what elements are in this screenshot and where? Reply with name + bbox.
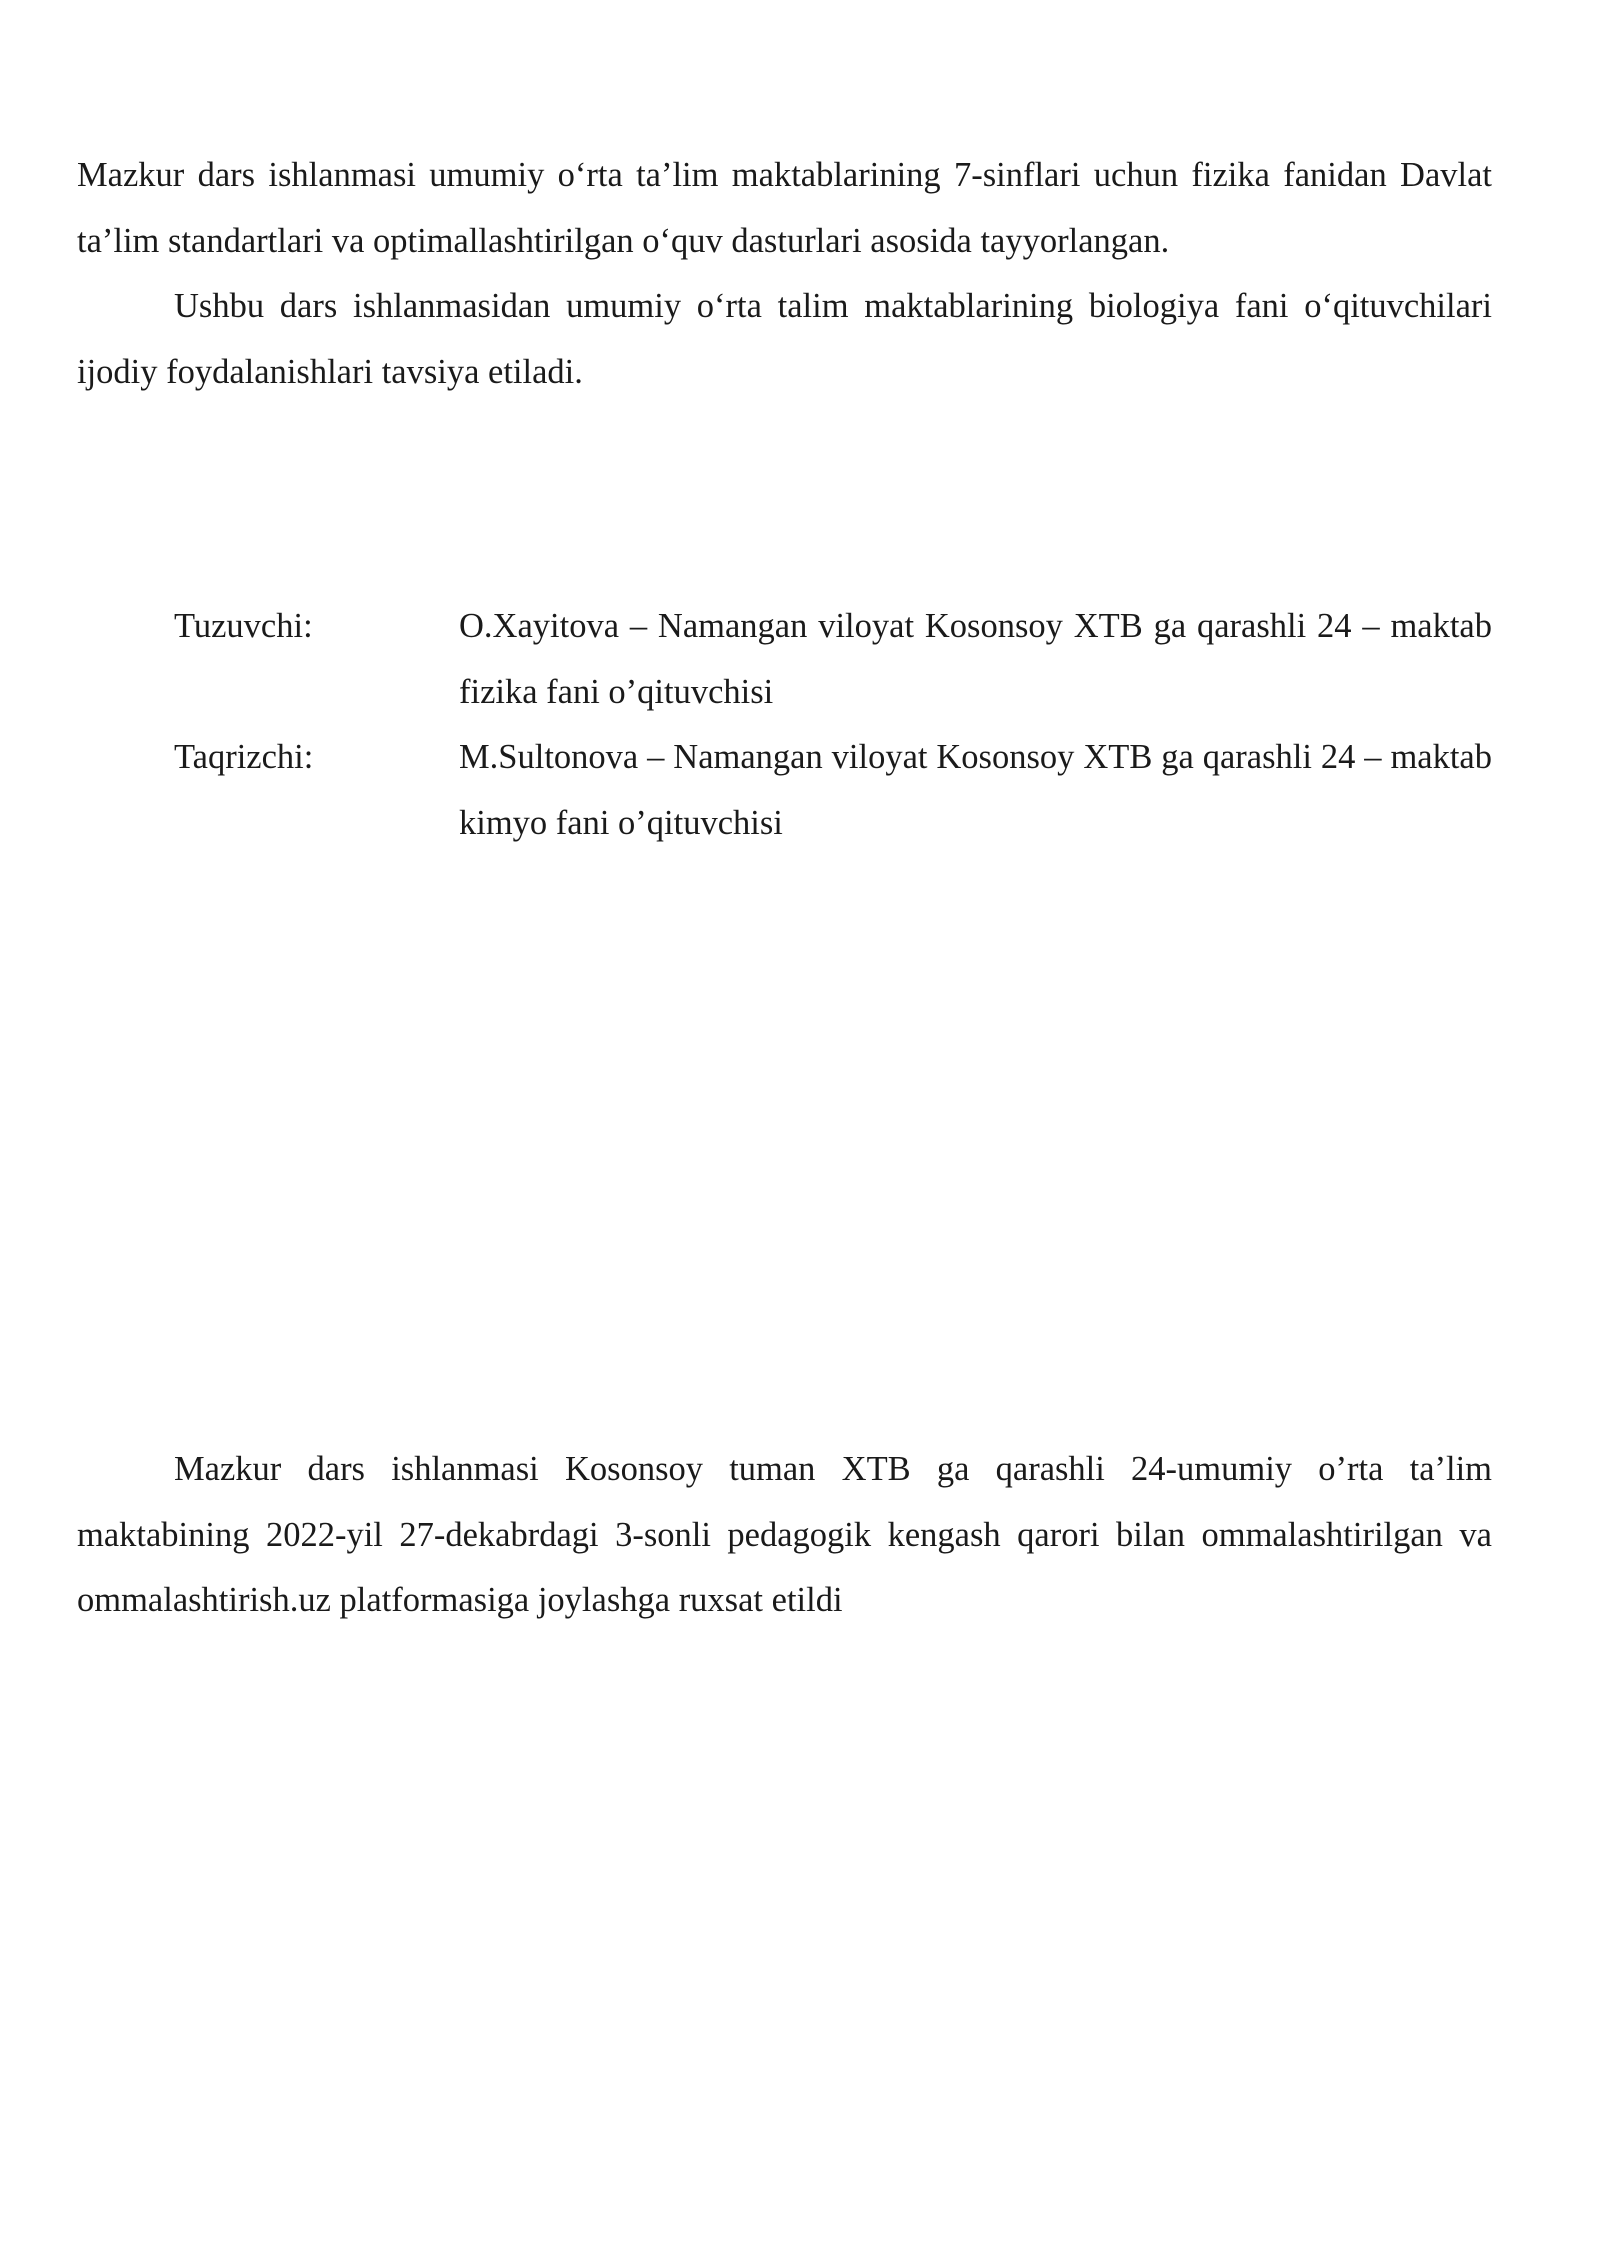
approval-paragraph: Mazkur dars ishlanmasi Kosonsoy tuman XTB ga qarashli 24-umumiy o’rta ta’lim maktabining 2022-yil 27-dekabrdagi 3-sonli pedagogik kengash qarori bilan ommalashtirilgan va ommalashtirish.uz platformasiga joylashga ruxsat etildi: [77, 1450, 1492, 1619]
credit-text-author: O.Xayitova – Namangan viloyat Kosonsoy XTB ga qarashli 24 – maktab fizika fani o’qituvchisi: [459, 607, 1492, 711]
credit-row-author: [77, 594, 1492, 725]
intro-paragraph-2: Ushbu dars ishlanmasidan umumiy o‘rta talim maktablarining biologiya fani o‘qituvchilari ijodiy foydalanishlari tavsiya etiladi.: [77, 287, 1492, 391]
credit-text-reviewer: M.Sultonova – Namangan viloyat Kosonsoy XTB ga qarashli 24 – maktab kimyo fani o’qituvchisi: [459, 738, 1492, 842]
intro-paragraph-1: Mazkur dars ishlanmasi umumiy o‘rta ta’lim maktablarining 7-sinflari uchun fizika fanidan Davlat ta’lim standartlari va optimallashtirilgan o‘quv dasturlari asosida tayyorlangan.: [77, 156, 1492, 260]
credit-role-author: Tuzuvchi:: [174, 607, 313, 645]
credit-role-reviewer: Taqrizchi:: [174, 738, 314, 776]
intro-section: [77, 143, 1492, 405]
approval-section: [77, 1437, 1492, 1634]
credit-row-reviewer: [77, 725, 1492, 856]
credits-section: [77, 594, 1492, 856]
